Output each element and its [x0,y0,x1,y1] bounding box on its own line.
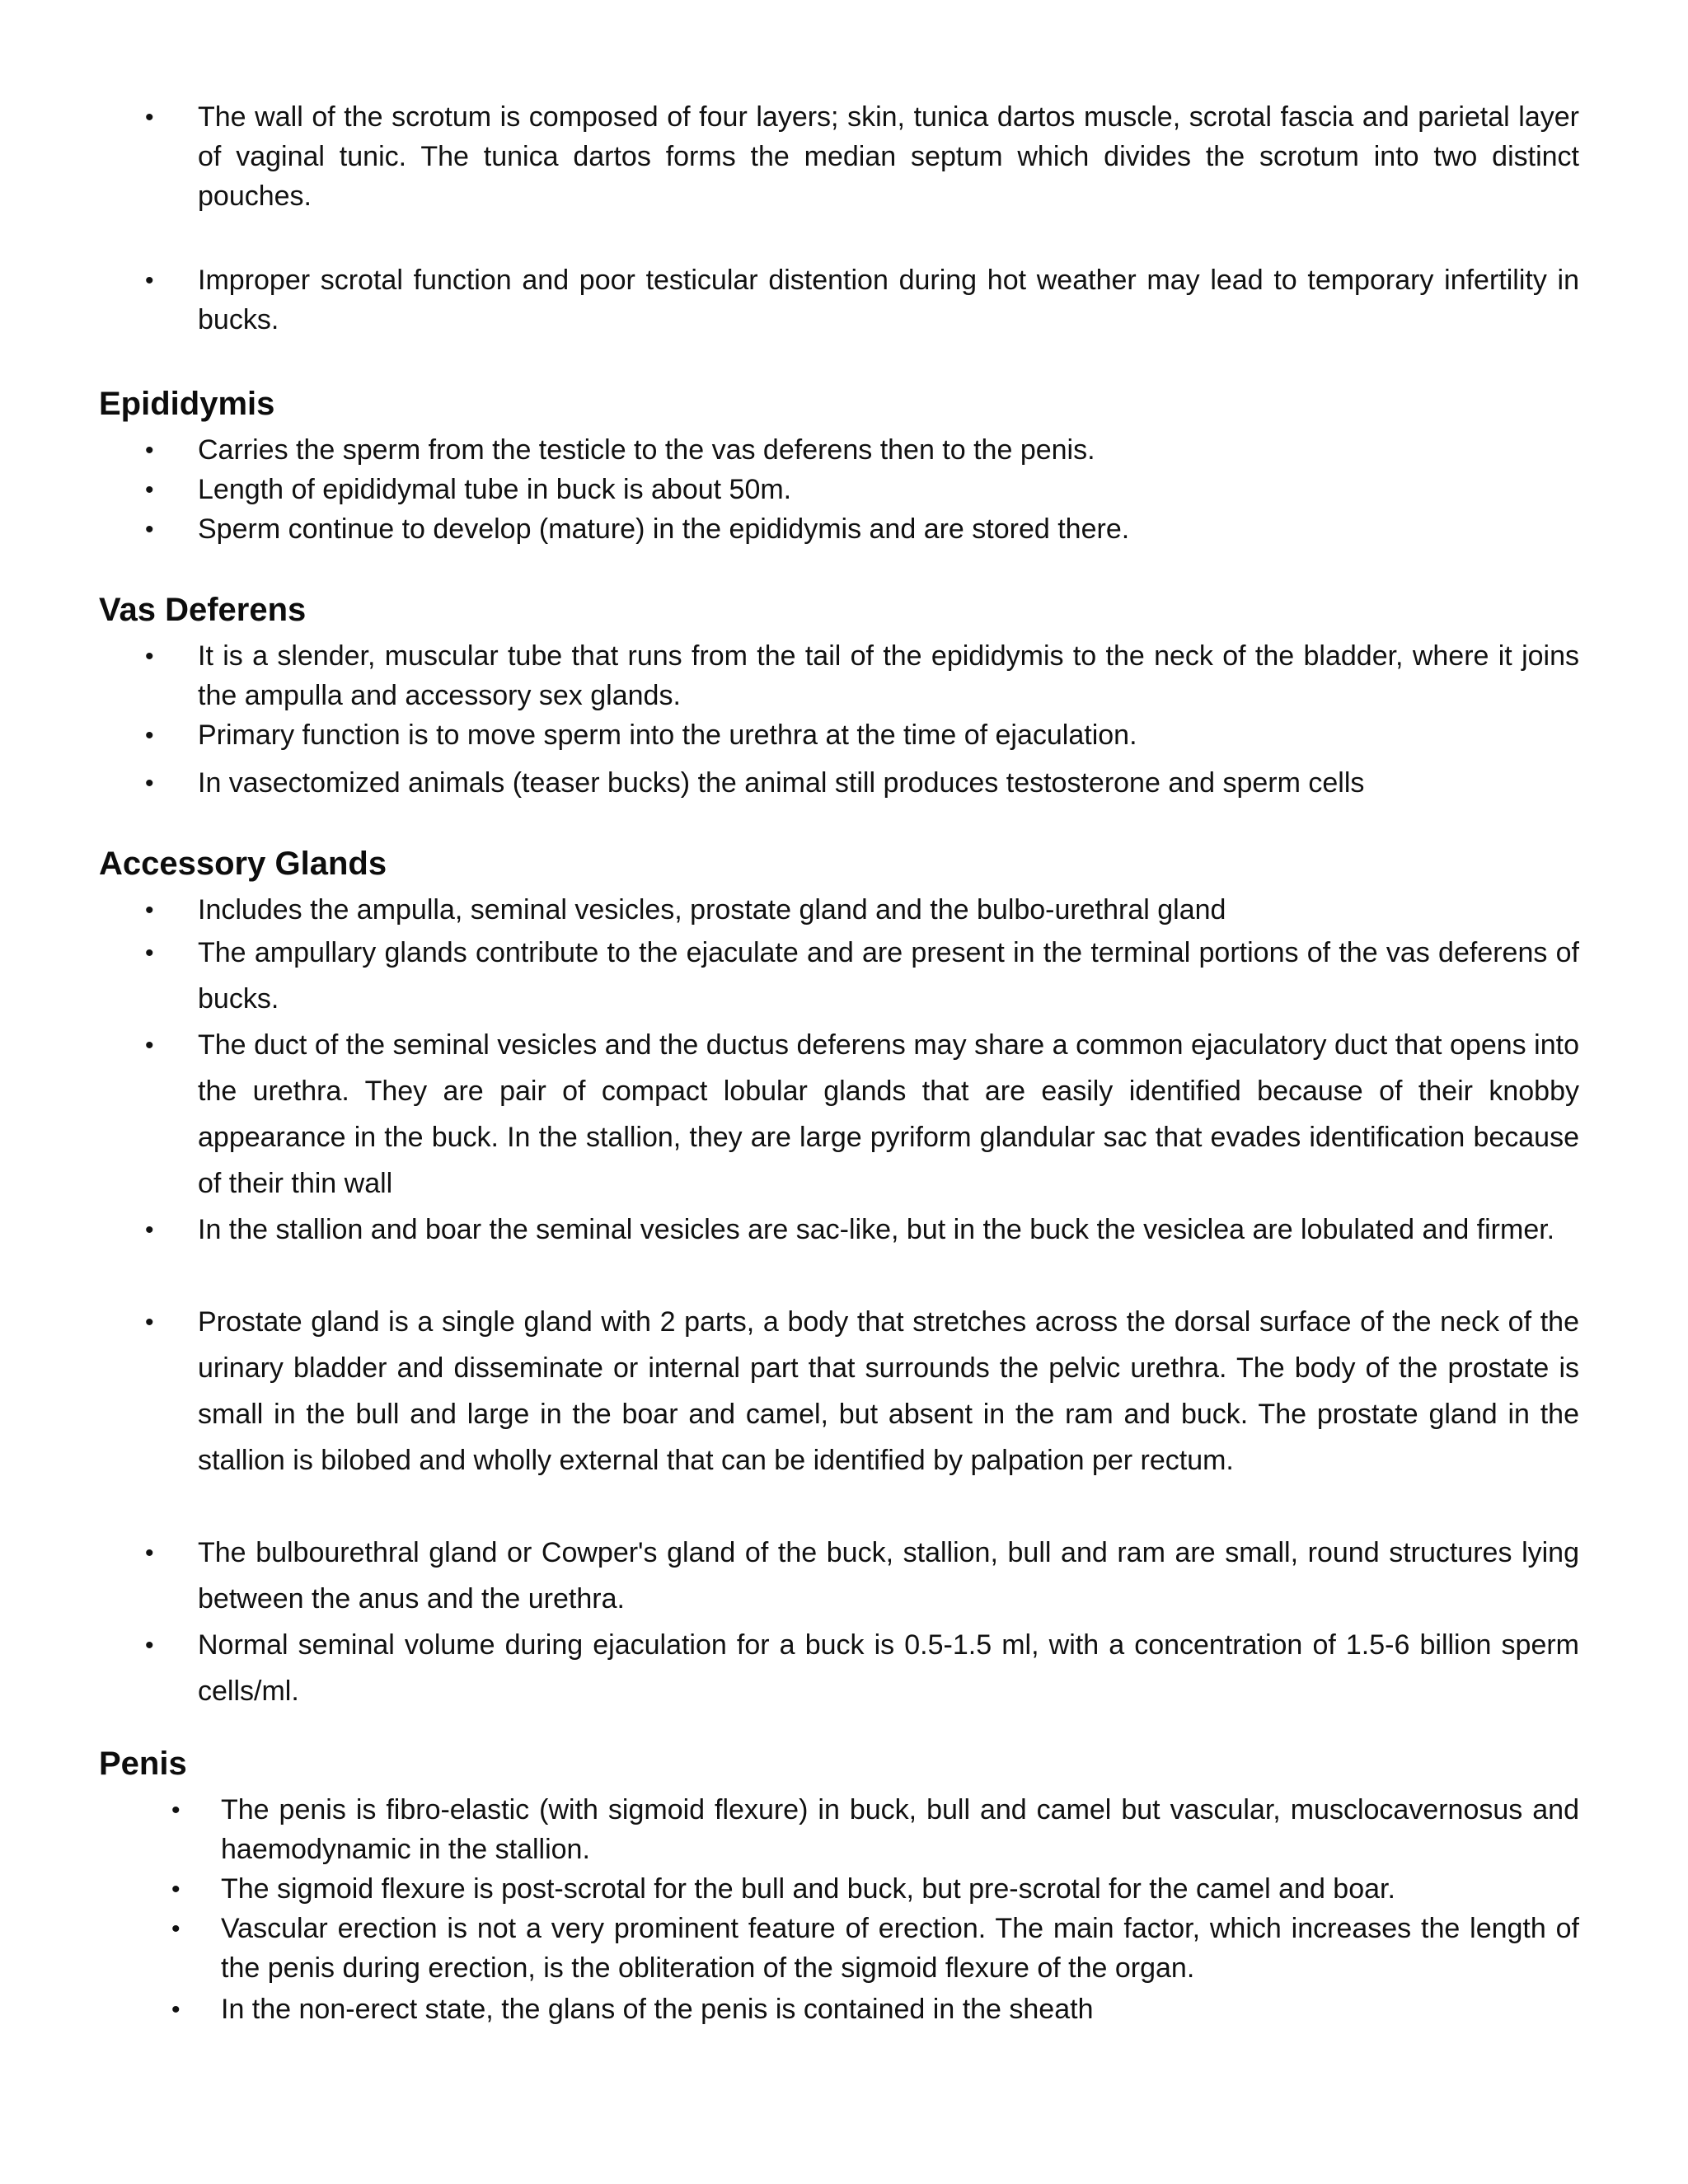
list-item-text: Prostate gland is a single gland with 2 parts, a body that stretches across the dorsal surface of the neck of the urinary bladder and disseminate or internal part that surrounds the pelvic urethra. The body of the prostate is small in the bull and large in the boar and camel, but absent in the ram and buck. The prostate gland in the stallion is bilobed and wholly external that can be identified by palpation per rectum. [198,1306,1579,1476]
section-heading-epididymis: Epididymis [99,386,275,422]
bullet-icon: • [145,1032,154,1059]
bullet-icon: • [145,643,154,670]
bullet-icon: • [145,722,154,749]
bullet-icon: • [171,1876,181,1903]
list-item-text: Improper scrotal function and poor testicular distention during hot weather may lead to temporary infertility in bucks. [198,265,1579,335]
list-item-text: Vascular erection is not a very prominent feature of erection. The main factor, which increases the length of the penis during erection, is the obliteration of the sigmoid flexure of the organ. [221,1913,1579,1984]
list-item-text: Normal seminal volume during ejaculation for a buck is 0.5-1.5 ml, with a concentration of 1.5-6 billion sperm cells/ml. [198,1629,1579,1707]
bullet-icon: • [145,897,154,924]
list-item-text: It is a slender, muscular tube that runs from the tail of the epididymis to the neck of the bladder, where it joins the ampulla and accessory sex glands. [198,640,1579,711]
list-item-text: Carries the sperm from the testicle to the vas deferens then to the penis. [198,434,1095,466]
bullet-icon: • [171,1996,181,2023]
list-item-text: In the non-erect state, the glans of the penis is contained in the sheath [221,1994,1094,2025]
bullet-icon: • [145,1632,154,1659]
bullet-icon: • [145,267,154,294]
list-item-text: The ampullary glands contribute to the ejaculate and are present in the terminal portions of the vas deferens of bucks. [198,937,1579,1015]
list-item-text: Length of epididymal tube in buck is about 50m. [198,474,792,505]
list-item-text: The sigmoid flexure is post-scrotal for the bull and buck, but pre-scrotal for the camel and boar. [221,1873,1395,1905]
list-item-text: Primary function is to move sperm into the urethra at the time of ejaculation. [198,719,1137,751]
list-item-text: Sperm continue to develop (mature) in the epididymis and are stored there. [198,513,1130,545]
bullet-icon: • [145,1540,154,1567]
bullet-icon: • [145,516,154,543]
list-item-text: In vasectomized animals (teaser bucks) the animal still produces testosterone and sperm cells [198,767,1365,799]
bullet-icon: • [171,1915,181,1943]
bullet-icon: • [145,437,154,464]
bullet-icon: • [171,1797,181,1824]
section-heading-accessory-glands: Accessory Glands [99,846,387,882]
bullet-icon: • [145,1216,154,1244]
list-item-text: The bulbourethral gland or Cowper's gland of the buck, stallion, bull and ram are small, round structures lying between the anus and the urethra. [198,1537,1579,1615]
list-item-text: The wall of the scrotum is composed of four layers; skin, tunica dartos muscle, scrotal fascia and parietal layer of vaginal tunic. The tunica dartos forms the median septum which divides the scrotum into two distinct pouches. [198,101,1579,212]
list-item-text: Includes the ampulla, seminal vesicles, prostate gland and the bulbo-urethral gland [198,894,1226,926]
list-item-text: In the stallion and boar the seminal vesicles are sac-like, but in the buck the vesiclea are lobulated and firmer. [198,1214,1555,1245]
bullet-icon: • [145,940,154,967]
list-item-text: The duct of the seminal vesicles and the ductus deferens may share a common ejaculatory duct that opens into the urethra. They are pair of compact lobular glands that are easily identified because of their knobby appearance in the buck. In the stallion, they are large pyriform glandular sac that evades identification because of their thin wall [198,1029,1579,1199]
section-heading-vas-deferens: Vas Deferens [99,592,307,628]
list-item-text: The penis is fibro-elastic (with sigmoid flexure) in buck, bull and camel but vascular, musclocavernosus and haemodynamic in the stallion. [221,1794,1579,1865]
bullet-icon: • [145,476,154,504]
bullet-icon: • [145,104,154,131]
bullet-icon: • [145,770,154,797]
bullet-icon: • [145,1309,154,1336]
section-heading-penis: Penis [99,1746,187,1782]
